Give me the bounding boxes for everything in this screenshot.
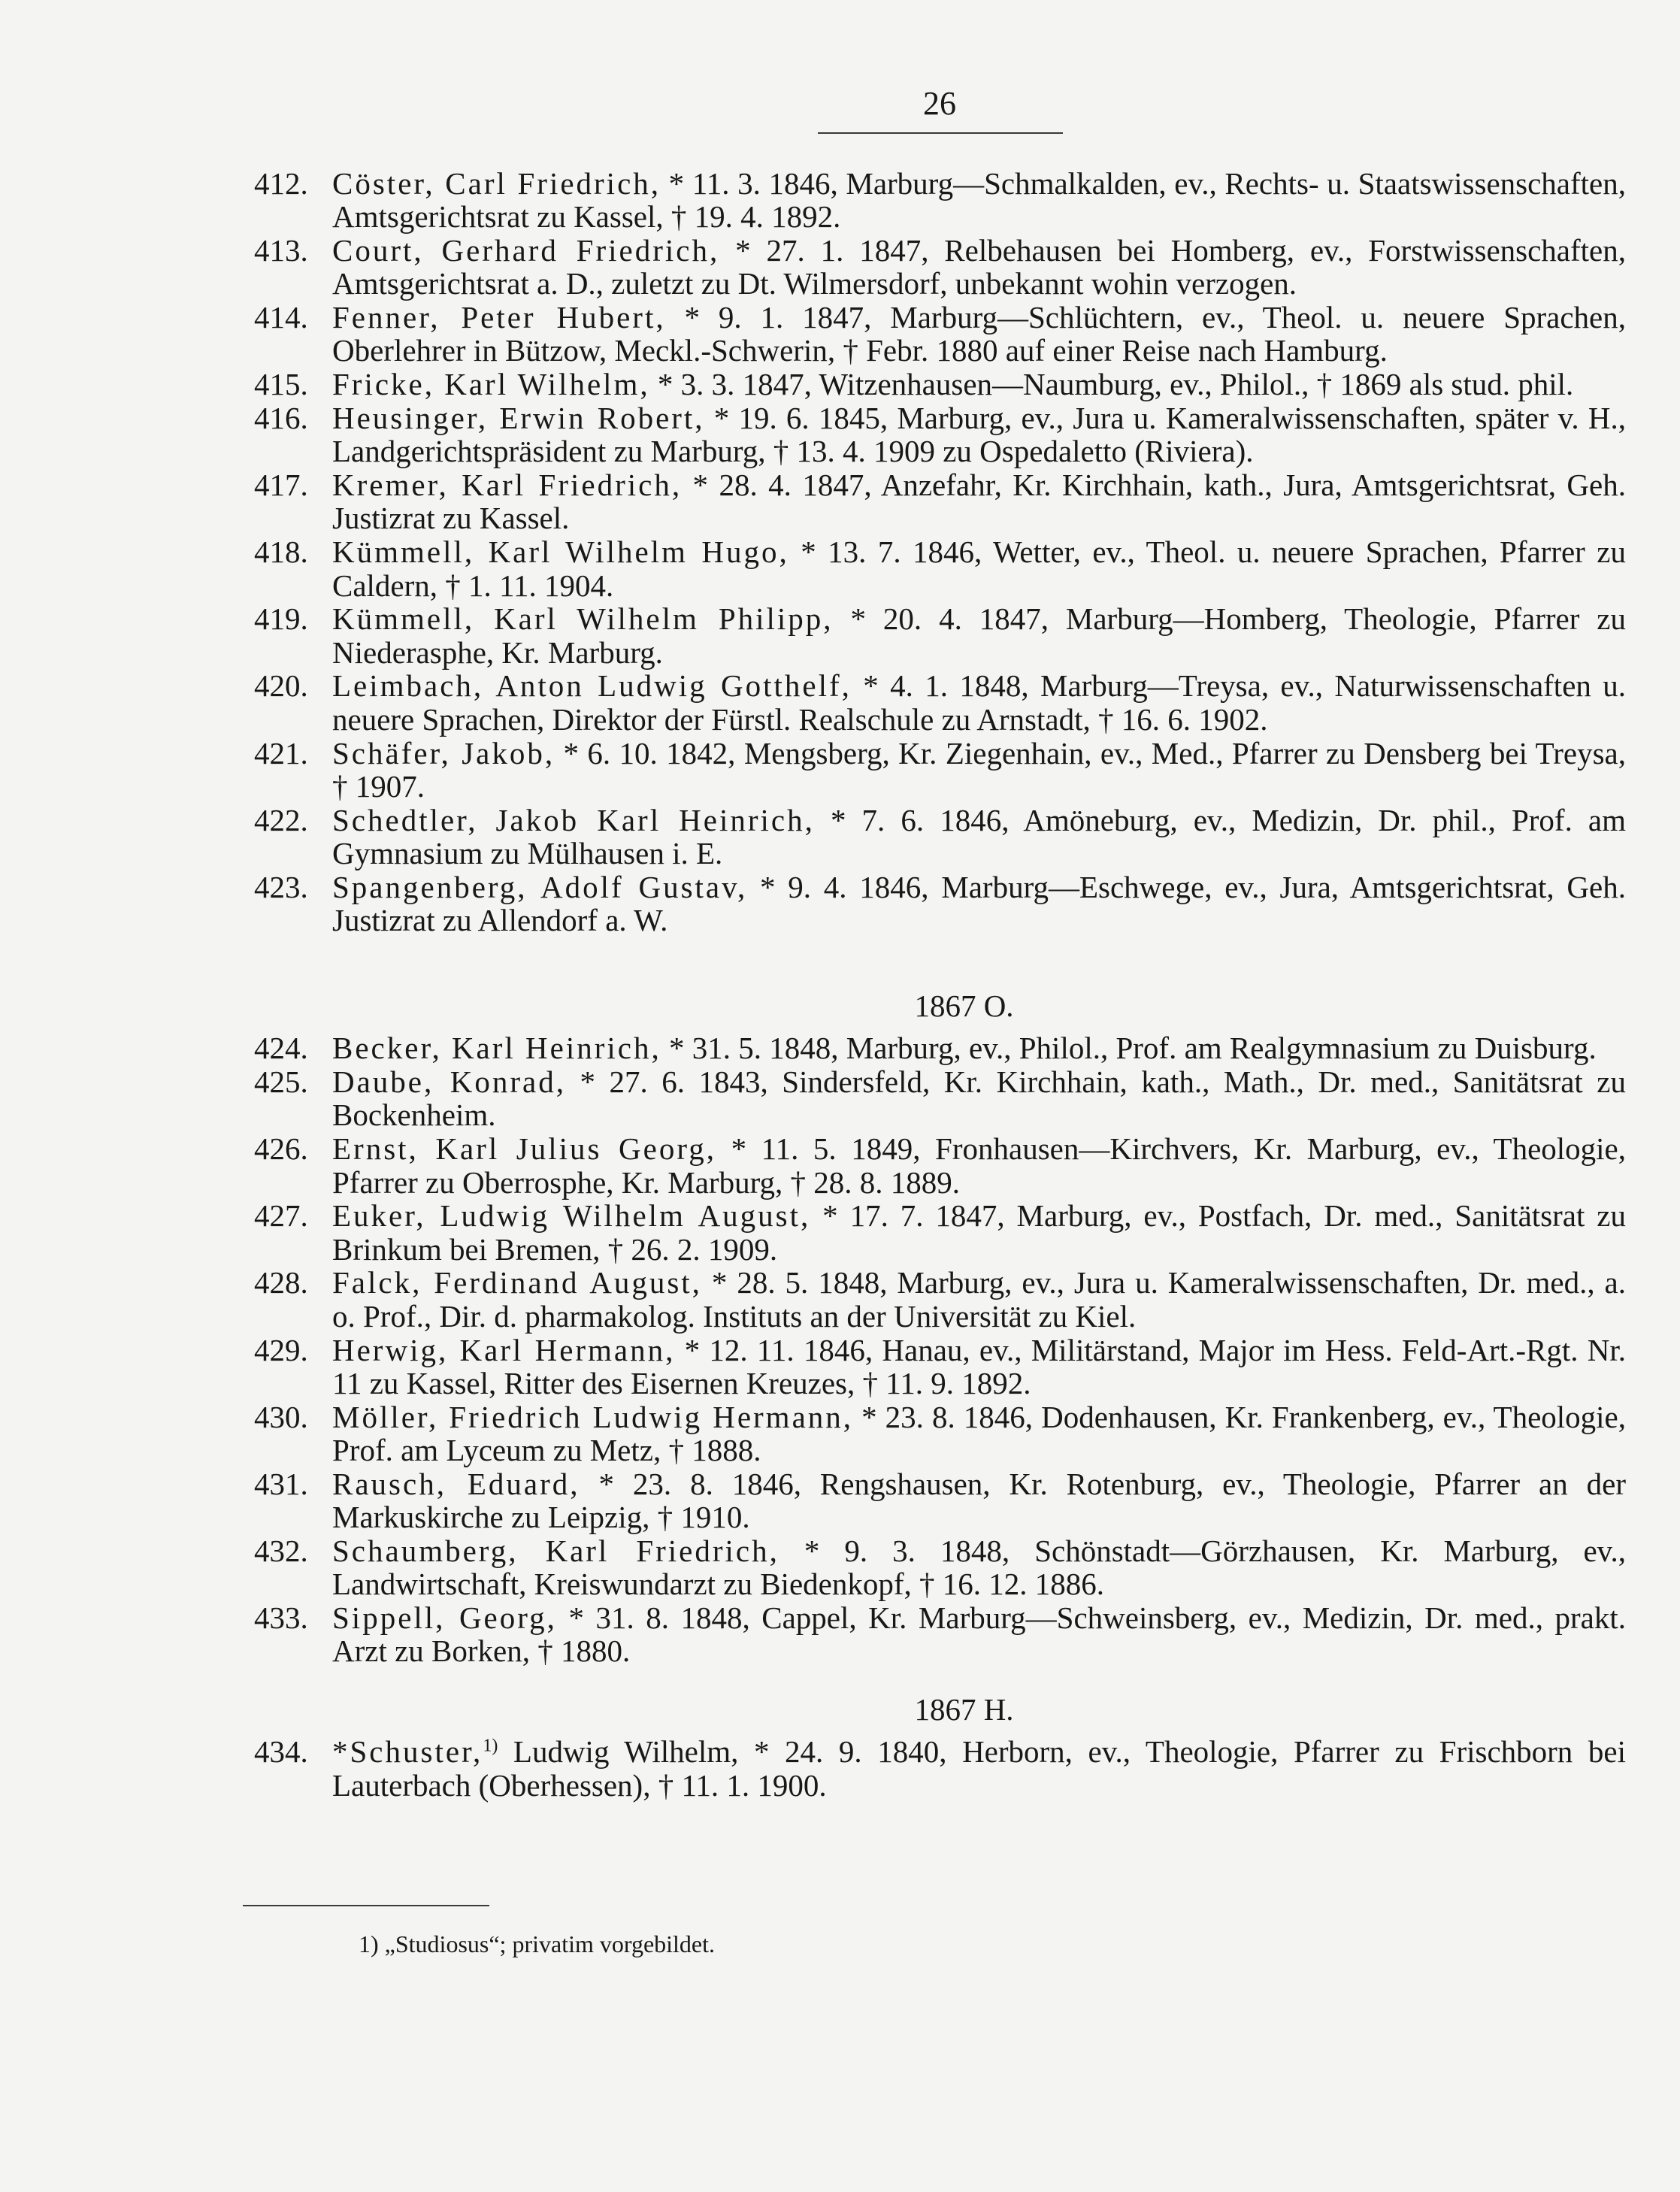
entry-text <box>332 468 1626 535</box>
entry-details: * 17. 7. 1847, Marburg, ev., Postfach, Dr. med., Sanitätsrat zu Brinkum bei Bremen, † 26. 2. 1909. <box>332 1198 1626 1267</box>
entry-text <box>332 368 1626 401</box>
entry-text <box>332 1132 1626 1199</box>
entry-name: Kümmell, Karl Wilhelm Hugo, <box>332 534 789 570</box>
entry-text <box>332 401 1626 468</box>
register-entry <box>254 368 1626 401</box>
entry-list-1 <box>254 167 1626 937</box>
entry-name: Kümmell, Karl Wilhelm Philipp, <box>332 601 834 637</box>
entry-name: Daube, Konrad, <box>332 1064 566 1100</box>
register-entry <box>254 1400 1626 1467</box>
footnote-marker: 1) <box>359 1930 379 1957</box>
entry-text <box>332 1031 1626 1064</box>
register-entry <box>254 804 1626 870</box>
entry-details: * 6. 10. 1842, Mengsberg, Kr. Ziegenhain, ev., Med., Pfarrer zu Densberg bei Treysa, † 1907. <box>332 735 1626 804</box>
entry-number: 417. <box>254 468 308 503</box>
register-entry <box>254 1601 1626 1668</box>
entry-text <box>332 1534 1626 1601</box>
entry-number: 416. <box>254 401 308 436</box>
entry-number: 432. <box>254 1533 308 1568</box>
entry-text <box>332 535 1626 602</box>
entry-number: 413. <box>254 233 308 268</box>
entry-name: Sippell, Georg, <box>332 1600 557 1635</box>
entry-details: Ludwig Wilhelm, * 24. 9. 1840, Herborn, ev., Theologie, Pfarrer zu Frischborn bei Lauterbach (Oberhessen), † 11. 1. 1900. <box>332 1734 1626 1803</box>
entry-details: * 9. 3. 1848, Schönstadt—Görzhausen, Kr. Marburg, ev., Landwirtschaft, Kreiswundarzt zu Biedenkopf, † 16. 12. 1886. <box>332 1533 1626 1602</box>
entry-text <box>332 1400 1626 1467</box>
footnote-reference: 1) <box>483 1736 498 1756</box>
entry-number: 415. <box>254 367 308 402</box>
register-entry <box>254 167 1626 234</box>
entry-name: Möller, Friedrich Ludwig Hermann, <box>332 1399 854 1434</box>
entry-details: * 31. 5. 1848, Marburg, ev., Philol., Prof. am Realgymnasium zu Duisburg. <box>661 1031 1597 1066</box>
entry-number: 412. <box>254 166 308 201</box>
entry-number: 422. <box>254 802 308 837</box>
entry-details: * 28. 5. 1848, Marburg, ev., Jura u. Kameralwissenschaften, Dr. med., a. o. Prof., Dir. d. pharmakolog. Instituts an der Universität zu Kiel. <box>332 1265 1626 1334</box>
footnote-text: „Studiosus“; privatim vorgebildet. <box>384 1930 716 1957</box>
entry-name: Euker, Ludwig Wilhelm August, <box>332 1198 811 1234</box>
register-entry <box>254 234 1626 301</box>
entry-text <box>332 870 1626 937</box>
entry-details: * 4. 1. 1848, Marburg—Treysa, ev., Naturwissenschaften u. neuere Sprachen, Direktor der Fürstl. Realschule zu Arnstadt, † 16. 6. 1902. <box>332 668 1627 737</box>
register-entry <box>254 1266 1626 1333</box>
register-entry <box>254 669 1626 736</box>
register-content <box>254 167 1626 1803</box>
entry-number: 424. <box>254 1031 308 1066</box>
entry-text <box>332 1266 1626 1333</box>
entry-number: 429. <box>254 1332 308 1367</box>
entry-number: 414. <box>254 300 308 335</box>
entry-details: * 7. 6. 1846, Amöneburg, ev., Medizin, Dr. phil., Prof. am Gymnasium zu Mülhausen i. E. <box>332 802 1626 870</box>
entry-text <box>332 1065 1626 1132</box>
register-entry <box>254 1031 1626 1064</box>
section-heading-1867-o: 1867 O. <box>914 989 1014 1024</box>
entry-text <box>332 234 1626 301</box>
entry-details: * 11. 3. 1846, Marburg—Schmalkalden, ev., Rechts- u. Staatswissenschaften, Amtsgerichtsrat zu Kassel, † 19. 4. 1892. <box>332 166 1626 235</box>
entry-details: * 20. 4. 1847, Marburg—Homberg, Theologie, Pfarrer zu Niederasphe, Kr. Marburg. <box>332 601 1626 670</box>
entry-list-3 <box>254 1735 1626 1802</box>
entry-name: Rausch, Eduard, <box>332 1466 580 1501</box>
entry-number: 420. <box>254 668 308 704</box>
register-entry <box>254 1065 1626 1132</box>
entry-details: * 23. 8. 1846, Rengshausen, Kr. Rotenburg, ev., Theologie, Pfarrer an der Markuskirche zu Leipzig, † 1910. <box>332 1466 1627 1534</box>
entry-details: * 19. 6. 1845, Marburg, ev., Jura u. Kameralwissenschaften, später v. H., Landgerichtspräsident zu Marburg, † 13. 4. 1909 zu Ospedaletto (Riviera). <box>332 401 1626 469</box>
entry-number: 433. <box>254 1600 308 1635</box>
entry-name: *Schuster, <box>332 1734 483 1770</box>
entry-name: Fenner, Peter Hubert, <box>332 300 666 335</box>
entry-number: 427. <box>254 1198 308 1234</box>
page-number: 26 <box>923 85 956 122</box>
entry-details: * 11. 5. 1849, Fronhausen—Kirchvers, Kr. Marburg, ev., Theologie, Pfarrer zu Oberrosphe, Kr. Marburg, † 28. 8. 1889. <box>332 1131 1626 1200</box>
entry-name: Schäfer, Jakob, <box>332 735 555 771</box>
entry-name: Schedtler, Jakob Karl Heinrich, <box>332 802 815 837</box>
entry-number: 425. <box>254 1064 308 1100</box>
entry-text <box>332 669 1626 736</box>
entry-details: * 13. 7. 1846, Wetter, ev., Theol. u. neuere Sprachen, Pfarrer zu Caldern, † 1. 11. 1904. <box>332 534 1626 603</box>
entry-text <box>332 1601 1626 1668</box>
entry-text <box>332 167 1626 234</box>
entry-name: Leimbach, Anton Ludwig Gotthelf, <box>332 668 852 704</box>
register-entry <box>254 1534 1626 1601</box>
register-entry <box>254 301 1626 368</box>
entry-text <box>332 301 1626 368</box>
entry-details: * 9. 4. 1846, Marburg—Eschwege, ev., Jura, Amtsgerichtsrat, Geh. Justizrat zu Allendorf a. W. <box>332 869 1626 938</box>
entry-text <box>332 1467 1626 1534</box>
entry-text <box>332 1735 1626 1802</box>
entry-number: 426. <box>254 1131 308 1167</box>
entry-name: Herwig, Karl Hermann, <box>332 1332 676 1367</box>
entry-text <box>332 1334 1626 1400</box>
entry-name: Falck, Ferdinand August, <box>332 1265 702 1300</box>
register-entry <box>254 535 1626 602</box>
entry-number: 423. <box>254 869 308 904</box>
register-entry <box>254 602 1626 669</box>
register-entry <box>254 737 1626 804</box>
entry-details: * 28. 4. 1847, Anzefahr, Kr. Kirchhain, kath., Jura, Amtsgerichtsrat, Geh. Justizrat zu Kassel. <box>332 468 1626 536</box>
entry-number: 434. <box>254 1734 308 1770</box>
entry-list-2 <box>254 1031 1626 1667</box>
footnote-rule <box>243 1905 489 1906</box>
entry-number: 430. <box>254 1399 308 1434</box>
entry-text <box>332 1199 1626 1266</box>
register-entry <box>254 1467 1626 1534</box>
entry-text <box>332 602 1626 669</box>
entry-name: Heusinger, Erwin Robert, <box>332 401 705 436</box>
entry-name: Ernst, Karl Julius Georg, <box>332 1131 716 1167</box>
entry-name: Fricke, Karl Wilhelm, <box>332 367 650 402</box>
entry-name: Schaumberg, Karl Friedrich, <box>332 1533 779 1568</box>
register-entry <box>254 401 1626 468</box>
entry-name: Court, Gerhard Friedrich, <box>332 233 720 268</box>
entry-details: * 23. 8. 1846, Dodenhausen, Kr. Frankenberg, ev., Theologie, Prof. am Lyceum zu Metz, † 1888. <box>332 1399 1627 1467</box>
register-entry <box>254 468 1626 535</box>
register-entry <box>254 1199 1626 1266</box>
footnote <box>359 1929 715 1959</box>
entry-name: Becker, Karl Heinrich, <box>332 1031 661 1066</box>
entry-number: 431. <box>254 1466 308 1501</box>
entry-number: 428. <box>254 1265 308 1300</box>
entry-name: Spangenberg, Adolf Gustav, <box>332 869 748 904</box>
entry-name: Cöster, Carl Friedrich, <box>332 166 661 201</box>
entry-text <box>332 737 1626 804</box>
entry-details: * 3. 3. 1847, Witzenhausen—Naumburg, ev., Philol., † 1869 als stud. phil. <box>649 367 1574 402</box>
entry-number: 418. <box>254 534 308 570</box>
entry-details: * 31. 8. 1848, Cappel, Kr. Marburg—Schweinsberg, ev., Medizin, Dr. med., prakt. Arzt zu Borken, † 1880. <box>332 1600 1626 1669</box>
entry-details: * 27. 6. 1843, Sindersfeld, Kr. Kirchhain, kath., Math., Dr. med., Sanitätsrat zu Bockenheim. <box>332 1064 1627 1133</box>
section-heading-1867-h: 1867 H. <box>914 1692 1014 1727</box>
entry-details: * 9. 1. 1847, Marburg—Schlüchtern, ev., Theol. u. neuere Sprachen, Oberlehrer in Bützow, Meckl.-Schwerin, † Febr. 1880 auf einer Reise nach Hamburg. <box>332 300 1626 368</box>
entry-name: Kremer, Karl Friedrich, <box>332 468 683 503</box>
register-entry <box>254 1735 1626 1802</box>
entry-number: 421. <box>254 735 308 771</box>
register-entry <box>254 870 1626 937</box>
register-entry <box>254 1334 1626 1400</box>
entry-details: * 27. 1. 1847, Relbehausen bei Homberg, ev., Forstwissenschaften, Amtsgerichtsrat a. D., zuletzt zu Dt. Wilmersdorf, unbekannt wohin verzogen. <box>332 233 1626 301</box>
register-entry <box>254 1132 1626 1199</box>
entry-number: 419. <box>254 601 308 637</box>
header-rule <box>818 132 1063 134</box>
entry-text <box>332 804 1626 870</box>
entry-details: * 12. 11. 1846, Hanau, ev., Militärstand, Major im Hess. Feld-Art.-Rgt. Nr. 11 zu Kassel, Ritter des Eisernen Kreuzes, † 11. 9. 1892. <box>332 1332 1626 1400</box>
